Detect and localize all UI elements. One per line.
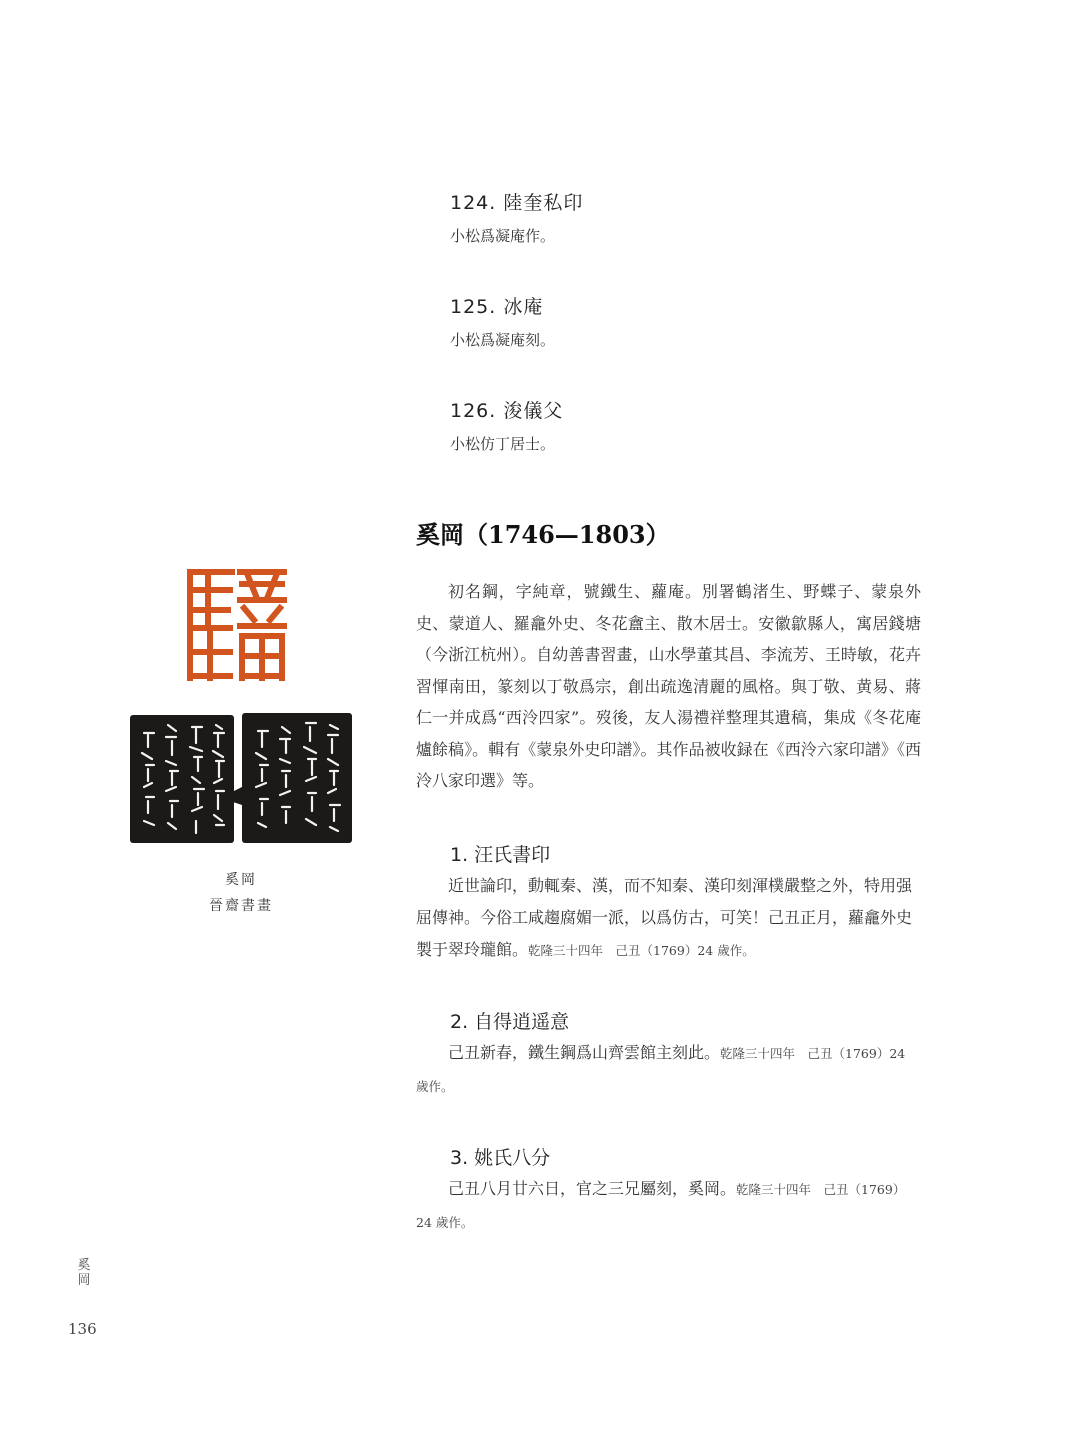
entry-desc-125: 小松爲凝庵刻。 — [450, 331, 556, 349]
item-text-1: 近世論印，動輒秦、漢，而不知秦、漢印刻渾樸嚴整之外，特用强屈傳神。今俗工咸趨腐媚一派，以爲仿古，可笑！己丑正月，蘿龕外史製于翠玲瓏館。 — [416, 876, 913, 959]
section-title: 奚岡（1746—1803） — [416, 520, 670, 549]
entry-title-126: 126. 浚儀父 — [450, 400, 564, 422]
biography-paragraph: 初名鋼，字純章，號鐵生、蘿庵。別署鶴渚生、野蝶子、蒙泉外史、蒙道人、羅龕外史、冬花盦主、散木居士。安徽歙縣人，寓居錢塘（今浙江杭州）。自幼善書習畫，山水學董其昌、李流芳、王時敏，花卉習惲南田，篆刻以丁敬爲宗，創出疏逸清麗的風格。與丁敬、黄易、蔣仁一并成爲“西泠四家”。歿後，友人湯禮祥整理其遺稿，集成《冬花庵爐餘稿》。輯有《蒙泉外史印譜》。其作品被收録在《西泠六家印譜》《西泠八家印選》等。 — [416, 582, 921, 790]
item-date-3: 乾隆三十四年 己丑（1769）24 歲作。 — [416, 1182, 906, 1230]
item-date-1: 乾隆三十四年 己丑（1769）24 歲作。 — [528, 943, 755, 958]
item-title-3: 3. 姚氏八分 — [450, 1147, 551, 1169]
item-body-2 — [416, 1037, 921, 1103]
entry-desc-126: 小松仿丁居士。 — [450, 435, 556, 453]
item-title-1: 1. 汪氏書印 — [450, 844, 551, 866]
side-inscription-rubbing — [130, 713, 352, 845]
item-text-2: 己丑新春，鐵生鋼爲山齊雲館主刻此。 — [448, 1043, 721, 1062]
entry-title-125: 125. 冰庵 — [450, 296, 544, 318]
seal-impression-red — [182, 566, 292, 684]
item-text-3: 己丑八月廿六日，官之三兄屬刻，奚岡。 — [448, 1179, 737, 1198]
item-title-2: 2. 自得逍遥意 — [450, 1011, 570, 1033]
figure-caption-seal-text: 晉齋書畫 — [209, 898, 273, 914]
item-date-2: 乾隆三十四年 己丑（1769）24 歲作。 — [416, 1046, 906, 1094]
running-head: 奚岡 — [77, 1258, 91, 1288]
entry-title-124: 124. 陸奎私印 — [450, 192, 584, 214]
figure-caption-artist: 奚岡 — [225, 872, 257, 888]
item-body-1 — [416, 870, 921, 967]
item-body-3 — [416, 1173, 921, 1239]
page-number: 136 — [68, 1320, 97, 1338]
entry-desc-124: 小松爲凝庵作。 — [450, 227, 556, 245]
